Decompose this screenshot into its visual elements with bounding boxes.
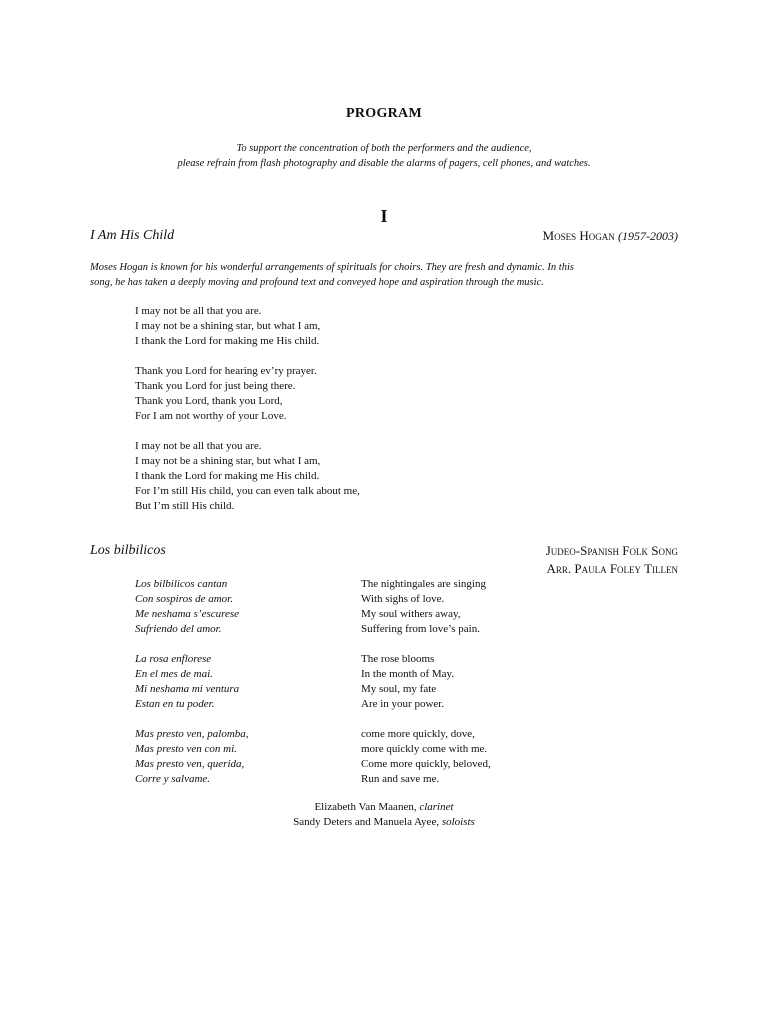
lyric-line: Suffering from love’s pain. <box>361 623 480 635</box>
description-line: Moses Hogan is known for his wonderful arrangements of spirituals for choirs. They are fresh and dynamic. In this <box>90 262 574 273</box>
credit-line <box>0 800 768 815</box>
performer-name: Elizabeth Van Maanen, <box>314 801 420 813</box>
lyric-line: Thank you Lord for just being there. <box>135 380 296 392</box>
lyric-line: But I’m still His child. <box>135 500 235 512</box>
piece-title-i-am-his-child: I Am His Child <box>90 228 175 243</box>
lyrics-english-translation <box>361 577 491 802</box>
lyric-line: Run and save me. <box>361 773 440 785</box>
notice-line: To support the concentration of both the performers and the audience, <box>236 143 532 154</box>
composer-name: Moses Hogan <box>542 228 615 243</box>
lyric-stanza <box>361 577 491 637</box>
lyric-stanza <box>135 304 360 349</box>
lyric-line: Mas presto ven, querida, <box>135 758 245 770</box>
lyric-line: Mas presto ven, palomba, <box>135 728 249 740</box>
lyric-line: Me neshama s’escurese <box>135 608 240 620</box>
piece-description <box>90 260 690 290</box>
lyric-line: My soul, my fate <box>361 683 437 695</box>
lyric-stanza <box>361 652 491 712</box>
performer-credits <box>0 800 768 830</box>
lyric-line: My soul withers away, <box>361 608 461 620</box>
piece-title-los-bilbilicos: Los bilbilicos <box>90 543 166 558</box>
lyric-line: Thank you Lord for hearing ev’ry prayer. <box>135 365 317 377</box>
lyric-line: I thank the Lord for making me His child. <box>135 470 320 482</box>
lyric-line: La rosa enflorese <box>135 653 212 665</box>
lyric-line: Are in your power. <box>361 698 445 710</box>
lyric-line: For I am not worthy of your Love. <box>135 410 287 422</box>
performer-name: Sandy Deters and Manuela Ayee, <box>293 816 442 828</box>
lyrics-spanish <box>135 577 249 802</box>
lyric-line: Estan en tu poder. <box>135 698 215 710</box>
page-title: PROGRAM <box>346 106 422 121</box>
lyric-line: The nightingales are singing <box>361 578 486 590</box>
lyric-line: Sufriendo del amor. <box>135 623 222 635</box>
lyric-line: Corre y salvame. <box>135 773 211 785</box>
composer-line: Judeo-Spanish Folk Song <box>545 543 678 558</box>
lyric-line: Los bilbilicos cantan <box>135 578 228 590</box>
lyric-line: Mi neshama mi ventura <box>135 683 240 695</box>
lyric-line: The rose blooms <box>361 653 435 665</box>
lyric-line: With sighs of love. <box>361 593 445 605</box>
lyric-line: Mas presto ven con mi. <box>135 743 237 755</box>
composer-credit <box>546 542 678 578</box>
lyric-line: For I’m still His child, you can even talk about me, <box>135 485 360 497</box>
lyric-stanza <box>135 364 360 424</box>
description-line: song, he has taken a deeply moving and profound text and conveyed hope and aspiration through the music. <box>90 277 544 288</box>
lyric-line: I may not be all that you are. <box>135 305 262 317</box>
lyric-line: I may not be a shining star, but what I am, <box>135 320 321 332</box>
lyric-line: Come more quickly, beloved, <box>361 758 491 770</box>
lyric-stanza <box>135 652 249 712</box>
lyrics-i-am-his-child <box>135 304 360 529</box>
composer-credit <box>543 228 678 244</box>
lyric-line: come more quickly, dove, <box>361 728 475 740</box>
lyric-line: En el mes de mai. <box>135 668 213 680</box>
credit-line <box>0 815 768 830</box>
lyric-line: I may not be a shining star, but what I am, <box>135 455 321 467</box>
lyric-line: I thank the Lord for making me His child. <box>135 335 320 347</box>
arranger-line: Arr. Paula Foley Tillen <box>546 561 678 576</box>
composer-years: (1957-2003) <box>618 229 678 243</box>
lyric-line: Con sospiros de amor. <box>135 593 233 605</box>
lyric-line: I may not be all that you are. <box>135 440 262 452</box>
lyric-line: In the month of May. <box>361 668 455 680</box>
performer-role: soloists <box>441 816 475 828</box>
lyric-stanza <box>135 577 249 637</box>
lyric-stanza <box>135 439 360 514</box>
lyric-line: Thank you Lord, thank you Lord, <box>135 395 283 407</box>
section-numeral: I <box>380 206 388 226</box>
audience-notice <box>0 141 768 171</box>
lyric-stanza <box>135 727 249 787</box>
notice-line: please refrain from flash photography and disable the alarms of pagers, cell phones, and watches. <box>177 158 591 169</box>
performer-role: clarinet <box>419 801 454 813</box>
lyric-stanza <box>361 727 491 787</box>
lyric-line: more quickly come with me. <box>361 743 488 755</box>
